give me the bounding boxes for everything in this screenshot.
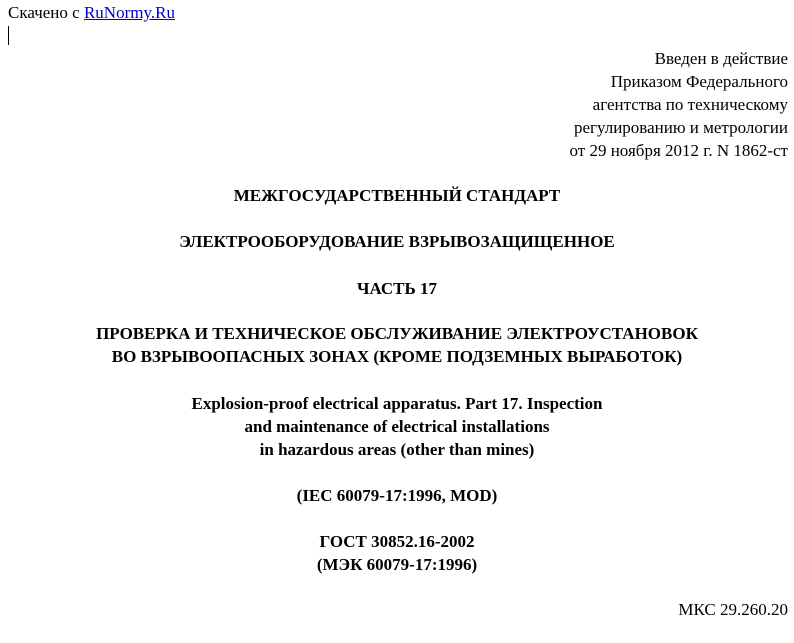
enactment-line: Введен в действие (654, 49, 788, 68)
download-prefix: Скачено с (8, 3, 84, 22)
enactment-line: от 29 ноября 2012 г. N 1862-ст (569, 141, 788, 160)
english-title-line: Explosion-proof electrical apparatus. Part 17. Inspection (191, 394, 603, 413)
part-heading: ЧАСТЬ 17 (356, 279, 437, 298)
mks-code: МКС 29.260.20 (678, 600, 788, 619)
enactment-line: Приказом Федерального (610, 72, 788, 91)
english-title-line: and maintenance of electrical installations (244, 417, 550, 436)
download-source-line (8, 3, 175, 23)
russian-title (0, 322, 794, 368)
english-title (0, 392, 794, 461)
gost-designation (0, 530, 794, 576)
gost-number: ГОСТ 30852.16-2002 (319, 532, 475, 551)
russian-title-line: ВО ВЗРЫВООПАСНЫХ ЗОНАХ (КРОМЕ ПОДЗЕМНЫХ ВЫРАБОТОК) (111, 347, 683, 366)
english-title-line: in hazardous areas (other than mines) (259, 440, 535, 459)
enactment-line: регулированию и метрологии (573, 118, 788, 137)
runormy-link[interactable]: RuNormy.Ru (83, 3, 175, 22)
standard-type-heading: МЕЖГОСУДАРСТВЕННЫЙ СТАНДАРТ (233, 186, 561, 205)
iec-reference: (IEC 60079-17:1996, MOD) (296, 486, 498, 505)
russian-title-line: ПРОВЕРКА И ТЕХНИЧЕСКОЕ ОБСЛУЖИВАНИЕ ЭЛЕКТРОУСТАНОВОК (96, 324, 698, 343)
mek-number: (МЭК 60079-17:1996) (316, 555, 478, 574)
text-cursor (8, 26, 9, 45)
subject-heading: ЭЛЕКТРООБОРУДОВАНИЕ ВЗРЫВОЗАЩИЩЕННОЕ (179, 232, 615, 251)
enactment-block (570, 47, 789, 162)
enactment-line: агентства по техническому (592, 95, 788, 114)
